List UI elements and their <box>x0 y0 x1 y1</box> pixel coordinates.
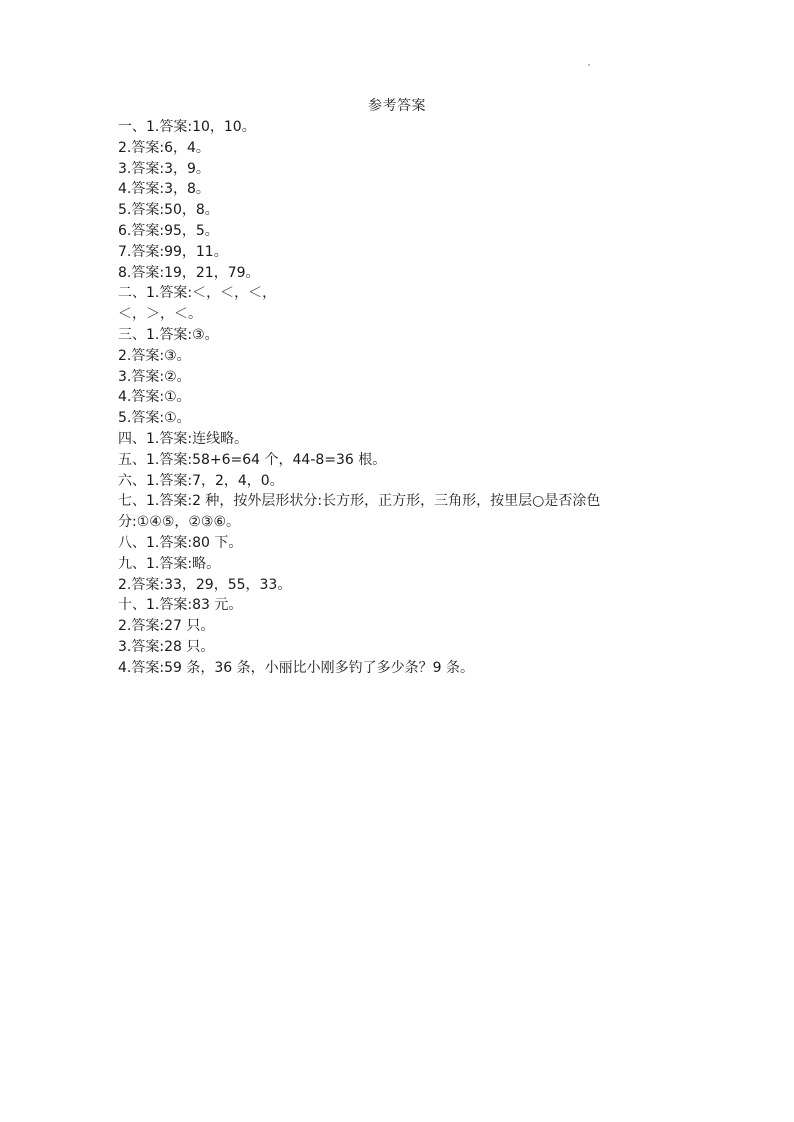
answer-line: 2.答案:③。 <box>118 347 191 364</box>
answer-line: 4.答案:①。 <box>118 389 191 406</box>
answer-line: 2.答案:6，4。 <box>118 139 210 156</box>
answer-line: 九、1.答案:略。 <box>118 555 221 572</box>
page-title: 参考答案 <box>368 98 426 114</box>
answer-line: 十、1.答案:83 元。 <box>118 597 243 614</box>
answer-line: 三、1.答案:③。 <box>118 326 219 343</box>
answer-line: 六、1.答案:7，2，4，0。 <box>118 472 284 489</box>
answer-line: 6.答案:95，5。 <box>118 222 219 239</box>
answer-line: 7.答案:99，11。 <box>118 243 228 260</box>
answer-line: 一、1.答案:10，10。 <box>118 119 256 135</box>
answer-line: 八、1.答案:80 下。 <box>118 534 243 551</box>
answer-line: 分:①④⑤，②③⑥。 <box>118 514 241 531</box>
answer-list <box>118 117 698 679</box>
answer-line: 5.答案:①。 <box>118 410 191 427</box>
answer-line: 四、1.答案:连线略。 <box>118 430 249 447</box>
answer-line: 3.答案:②。 <box>118 368 191 385</box>
scan-dot <box>588 64 590 66</box>
answer-line: 8.答案:19，21，79。 <box>118 264 260 281</box>
answer-line: ＜，＞，＜。 <box>118 306 202 323</box>
answer-line: 2.答案:27 只。 <box>118 618 215 635</box>
answer-line: 4.答案:59 条，36 条，小丽比小刚多钓了多少条？9 条。 <box>118 659 474 676</box>
answer-line: 3.答案:3，9。 <box>118 160 210 177</box>
answer-line: 二、1.答案:＜，＜，＜， <box>118 285 277 302</box>
answer-line: 3.答案:28 只。 <box>118 638 215 655</box>
answer-line: 2.答案:33，29，55，33。 <box>118 576 292 593</box>
answer-line: 五、1.答案:58+6=64 个，44-8=36 根。 <box>118 451 387 468</box>
answer-line: 七、1.答案:2 种，按外层形状分:长方形，正方形，三角形，按里层○是否涂色 <box>118 493 601 510</box>
answer-line: 5.答案:50，8。 <box>118 202 219 219</box>
answer-line: 4.答案:3，8。 <box>118 181 210 198</box>
